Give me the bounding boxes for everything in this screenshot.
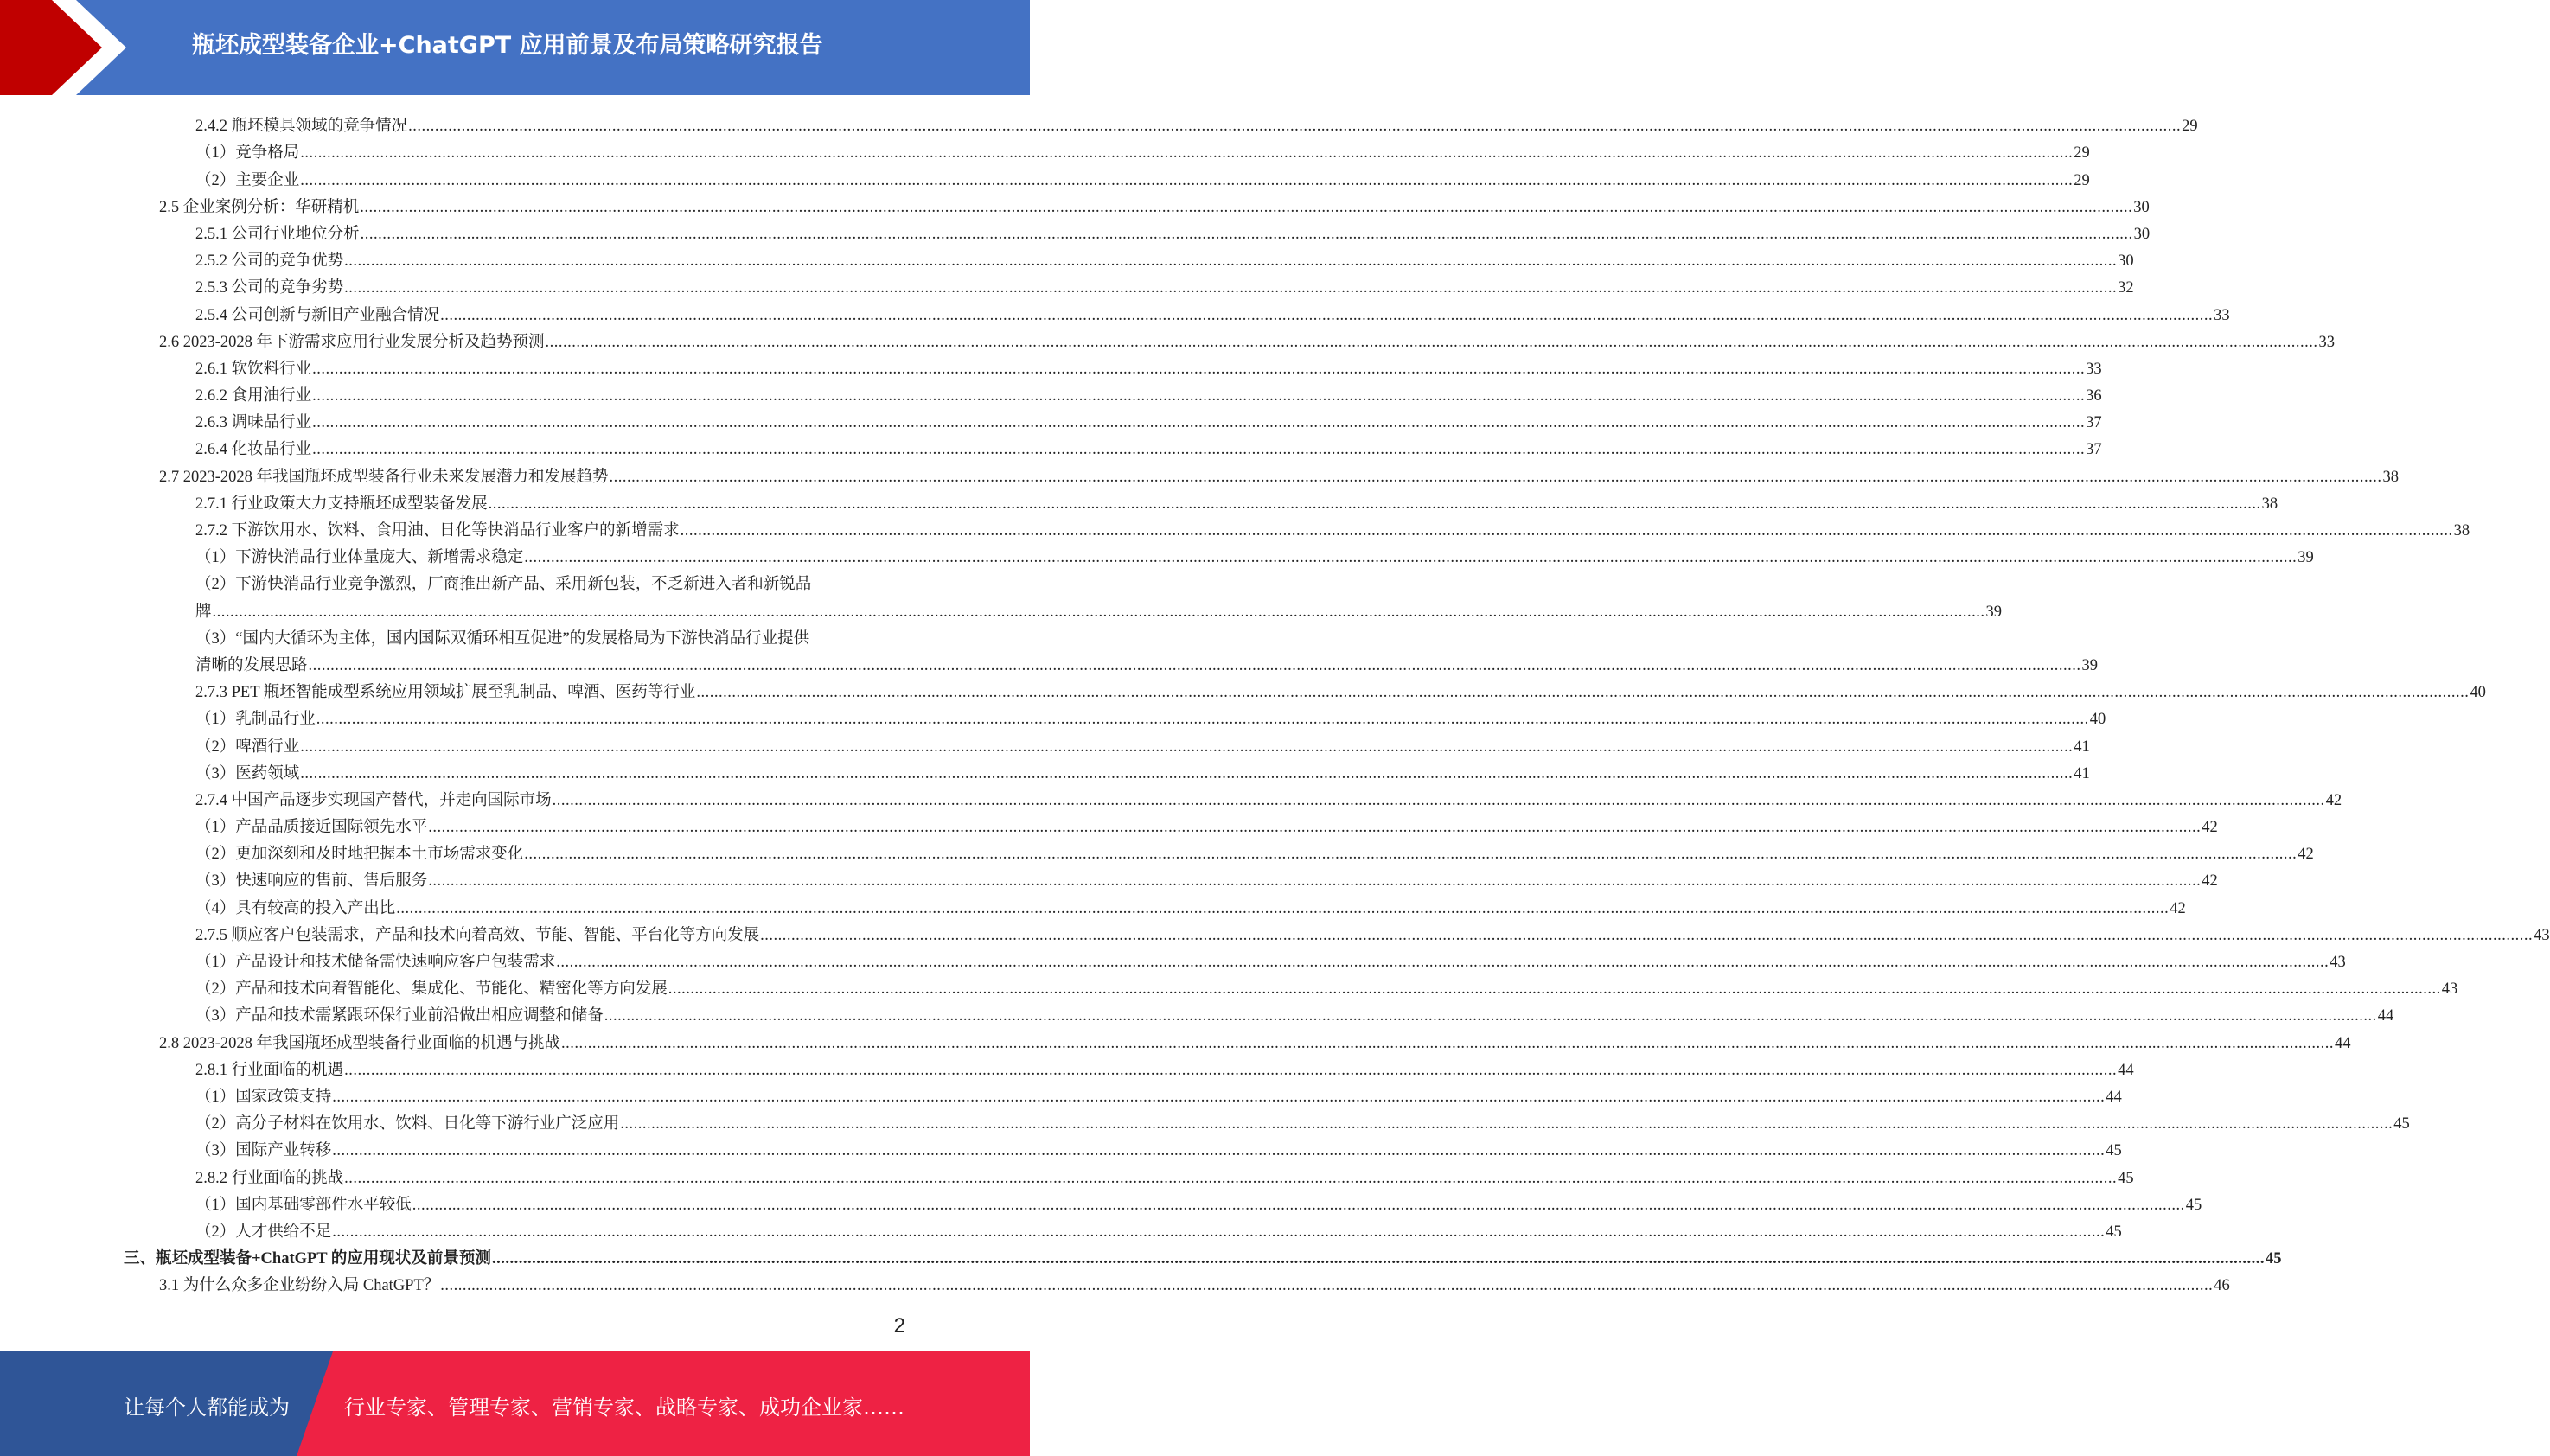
toc-entry-text: （1）产品设计和技术储备需快速响应客户包装需求 [195, 954, 556, 971]
toc-page-number: 42 [2298, 846, 2314, 864]
toc-entry[interactable] [0, 1242, 2282, 1268]
toc-dot-leader: ................................................................................................................................................................................................................................................................................................................................................................................................................ [556, 954, 2330, 971]
toc-entry-text: 三、瓶坯成型装备+ChatGPT 的应用现状及前景预测 [124, 1250, 491, 1268]
toc-dot-leader: ................................................................................................................................................................................................................................................................................................................................................................................................................ [491, 1250, 2265, 1268]
toc-dot-leader: ................................................................................................................................................................................................................................................................................................................................................................................................................ [212, 603, 1985, 621]
toc-entry[interactable] [0, 918, 2550, 945]
toc-dot-leader: ................................................................................................................................................................................................................................................................................................................................................................................................................ [609, 468, 2382, 486]
toc-page-number: 38 [2261, 495, 2278, 513]
page-header [0, 0, 1030, 95]
toc-page-number: 42 [2202, 819, 2218, 837]
toc-entry-line[interactable] [0, 622, 1030, 648]
toc-dot-leader: ................................................................................................................................................................................................................................................................................................................................................................................................................ [360, 198, 2133, 216]
toc-dot-leader: ................................................................................................................................................................................................................................................................................................................................................................................................................ [344, 279, 2118, 297]
toc-page-number: 42 [2170, 899, 2186, 917]
toc-entry[interactable] [0, 432, 2102, 459]
toc-entry[interactable] [0, 352, 2102, 379]
toc-entry-text: 2.7.5 顺应客户包装需求，产品和技术向着高效、节能、智能、平台化等方向发展 [195, 926, 760, 944]
toc-dot-leader: ................................................................................................................................................................................................................................................................................................................................................................................................................ [344, 252, 2118, 271]
toc-dot-leader: ................................................................................................................................................................................................................................................................................................................................................................................................................ [312, 387, 2086, 406]
toc-dot-leader: ................................................................................................................................................................................................................................................................................................................................................................................................................ [300, 738, 2074, 756]
toc-entry-line[interactable] [0, 567, 1030, 594]
toc-dot-leader: ................................................................................................................................................................................................................................................................................................................................................................................................................ [332, 1088, 2106, 1106]
toc-entry[interactable] [0, 459, 2400, 486]
toc-entry-text: 2.7.2 下游饮用水、饮料、食用油、日化等快消品行业客户的新增需求 [195, 522, 680, 540]
toc-entry[interactable] [0, 999, 2394, 1025]
toc-entry-text: （3）“国内大循环为主体，国内国际双循环相互促进”的发展格局为下游快消品行业提供 [195, 629, 810, 648]
toc-entry-text: 2.8.1 行业面临的机遇 [195, 1061, 344, 1079]
toc-entry-text: 2.8.2 行业面临的挑战 [195, 1169, 344, 1187]
toc-page-number: 40 [2470, 684, 2486, 702]
footer-slogan-left: 让每个人都能成为 [124, 1395, 290, 1420]
toc-dot-leader: ................................................................................................................................................................................................................................................................................................................................................................................................................ [760, 926, 2534, 944]
toc-dot-leader: ................................................................................................................................................................................................................................................................................................................................................................................................................ [344, 1169, 2118, 1187]
toc-page-number: 44 [2377, 1007, 2394, 1025]
toc-page-number: 37 [2086, 414, 2102, 432]
toc-page-number: 32 [2118, 279, 2134, 297]
toc-entry[interactable] [0, 1053, 2134, 1080]
toc-entry[interactable] [0, 271, 2134, 297]
toc-entry-text: （3）快速响应的售前、售后服务 [195, 872, 428, 891]
toc-entry[interactable] [0, 864, 2218, 891]
toc-page-number: 43 [2441, 980, 2458, 999]
toc-entry-text: （3）医药领域 [195, 764, 300, 782]
toc-entry-text: （2）更加深刻和及时地把握本土市场需求变化 [195, 846, 524, 864]
toc-page-number: 29 [2074, 144, 2090, 163]
toc-dot-leader: ................................................................................................................................................................................................................................................................................................................................................................................................................ [308, 656, 2081, 674]
toc-entry-text-continuation: 清晰的发展思路 [195, 656, 308, 674]
toc-entry[interactable] [0, 540, 2314, 567]
footer-slogan-right: 行业专家、管理专家、营销专家、战略专家、成功企业家…… [344, 1395, 904, 1420]
toc-entry-text: （2）下游快消品行业竞争激烈，厂商推出新产品、采用新包装，不乏新进入者和新锐品 [195, 576, 812, 594]
toc-dot-leader: ................................................................................................................................................................................................................................................................................................................................................................................................................ [680, 522, 2453, 540]
toc-entry-text: 2.4.2 瓶坯模具领域的竞争情况 [195, 118, 408, 136]
toc-entry[interactable] [0, 675, 2486, 702]
toc-page-number: 44 [2335, 1034, 2351, 1052]
toc-entry[interactable] [0, 1025, 2351, 1052]
toc-dot-leader: ................................................................................................................................................................................................................................................................................................................................................................................................................ [440, 306, 2214, 324]
toc-entry-text: 2.6 2023-2028 年下游需求应用行业发展分析及趋势预测 [159, 333, 545, 351]
toc-dot-leader: ................................................................................................................................................................................................................................................................................................................................................................................................................ [524, 549, 2298, 567]
toc-entry-text: （2）产品和技术向着智能化、集成化、节能化、精密化等方向发展 [195, 980, 668, 999]
toc-page-number: 33 [2214, 306, 2230, 324]
toc-entry[interactable] [0, 109, 2198, 136]
toc-entry[interactable] [0, 757, 2090, 783]
toc-entry-text: 2.5.4 公司创新与新旧产业融合情况 [195, 306, 440, 324]
toc-page-number: 30 [2118, 252, 2134, 271]
toc-entry[interactable] [0, 1188, 2202, 1215]
toc-entry[interactable] [0, 783, 2342, 810]
toc-entry[interactable] [0, 972, 2458, 999]
toc-page-number: 44 [2118, 1061, 2134, 1079]
toc-page-number: 45 [2106, 1223, 2122, 1241]
toc-entry[interactable] [0, 1080, 2122, 1107]
toc-page-number: 39 [2298, 549, 2314, 567]
toc-entry[interactable] [0, 244, 2134, 271]
toc-entry-text: 3.1 为什么众多企业纷纷入局 ChatGPT？ [159, 1277, 440, 1295]
toc-entry[interactable] [0, 891, 2186, 917]
toc-dot-leader: ................................................................................................................................................................................................................................................................................................................................................................................................................ [312, 414, 2086, 432]
toc-entry[interactable] [0, 325, 2336, 352]
toc-entry-text: （4）具有较高的投入产出比 [195, 899, 396, 917]
toc-dot-leader: ................................................................................................................................................................................................................................................................................................................................................................................................................ [312, 441, 2086, 459]
toc-page-number: 29 [2182, 118, 2198, 136]
toc-entry[interactable] [0, 163, 2090, 189]
toc-page-number: 39 [2081, 656, 2099, 674]
toc-entry[interactable] [0, 514, 2470, 540]
toc-page-number: 38 [2382, 468, 2400, 486]
toc-dot-leader: ................................................................................................................................................................................................................................................................................................................................................................................................................ [440, 1277, 2214, 1295]
toc-page-number: 38 [2453, 522, 2470, 540]
toc-entry-text: 2.6.3 调味品行业 [195, 414, 312, 432]
toc-entry-text: （3）国际产业转移 [195, 1142, 332, 1160]
toc-entry[interactable] [0, 190, 2150, 217]
toc-dot-leader: ................................................................................................................................................................................................................................................................................................................................................................................................................ [316, 711, 2089, 729]
toc-entry[interactable] [0, 1268, 2230, 1295]
toc-entry[interactable] [0, 1160, 2134, 1187]
toc-entry[interactable] [0, 837, 2314, 864]
toc-dot-leader: ................................................................................................................................................................................................................................................................................................................................................................................................................ [300, 171, 2074, 189]
toc-entry-text-continuation: 牌 [195, 603, 212, 621]
toc-entry-text: （1）国家政策支持 [195, 1088, 332, 1106]
toc-entry-continuation[interactable] [0, 648, 2099, 675]
toc-dot-leader: ................................................................................................................................................................................................................................................................................................................................................................................................................ [428, 819, 2202, 837]
toc-page-number: 45 [2265, 1250, 2282, 1268]
toc-page-number: 41 [2074, 764, 2090, 782]
toc-dot-leader: ................................................................................................................................................................................................................................................................................................................................................................................................................ [561, 1034, 2335, 1052]
toc-entry[interactable] [0, 1134, 2122, 1160]
toc-entry-text: 2.6.4 化妆品行业 [195, 441, 312, 459]
toc-entry-text: （2）人才供给不足 [195, 1223, 332, 1241]
toc-dot-leader: ................................................................................................................................................................................................................................................................................................................................................................................................................ [344, 1061, 2118, 1079]
toc-entry[interactable] [0, 406, 2102, 432]
toc-dot-leader: ................................................................................................................................................................................................................................................................................................................................................................................................................ [412, 1196, 2185, 1214]
toc-page-number: 46 [2214, 1277, 2230, 1295]
toc-entry-text: （1）竞争格局 [195, 144, 300, 163]
toc-dot-leader: ................................................................................................................................................................................................................................................................................................................................................................................................................ [545, 333, 2318, 351]
page-number: 2 [893, 1314, 905, 1338]
toc-page-number: 36 [2086, 387, 2102, 406]
toc-dot-leader: ................................................................................................................................................................................................................................................................................................................................................................................................................ [300, 144, 2074, 163]
toc-entry-text: （2）主要企业 [195, 171, 300, 189]
toc-page-number: 39 [1985, 603, 2003, 621]
toc-entry-text: 2.8 2023-2028 年我国瓶坯成型装备行业面临的机遇与挑战 [159, 1034, 561, 1052]
toc-page-number: 42 [2325, 791, 2342, 809]
toc-entry-text: （1）国内基础零部件水平较低 [195, 1196, 412, 1214]
toc-dot-leader: ................................................................................................................................................................................................................................................................................................................................................................................................................ [488, 495, 2261, 513]
toc-dot-leader: ................................................................................................................................................................................................................................................................................................................................................................................................................ [524, 846, 2298, 864]
toc-entry-text: 2.7 2023-2028 年我国瓶坯成型装备行业未来发展潜力和发展趋势 [159, 468, 609, 486]
toc-entry[interactable] [0, 217, 2151, 244]
toc-entry[interactable] [0, 945, 2346, 972]
toc-page-number: 33 [2086, 360, 2102, 378]
toc-entry-text: 2.7.1 行业政策大力支持瓶坯成型装备发展 [195, 495, 488, 513]
toc-dot-leader: ................................................................................................................................................................................................................................................................................................................................................................................................................ [428, 872, 2202, 891]
toc-entry-text: （1）下游快消品行业体量庞大、新增需求稳定 [195, 549, 524, 567]
toc-dot-leader: ................................................................................................................................................................................................................................................................................................................................................................................................................ [332, 1223, 2106, 1241]
report-title: 瓶坯成型装备企业+ChatGPT 应用前景及布局策略研究报告 [192, 32, 823, 59]
toc-page-number: 45 [2118, 1169, 2134, 1187]
toc-page-number: 43 [2330, 954, 2346, 971]
toc-dot-leader: ................................................................................................................................................................................................................................................................................................................................................................................................................ [552, 791, 2325, 809]
toc-entry[interactable] [0, 702, 2106, 729]
toc-dot-leader: ................................................................................................................................................................................................................................................................................................................................................................................................................ [620, 1115, 2393, 1134]
toc-page-number: 45 [2393, 1115, 2410, 1134]
toc-entry-text: （3）产品和技术需紧跟环保行业前沿做出相应调整和储备 [195, 1007, 604, 1025]
toc-page-number: 30 [2133, 225, 2151, 243]
toc-entry-text: （1）乳制品行业 [195, 711, 316, 729]
toc-page-number: 30 [2133, 198, 2150, 216]
toc-page-number: 33 [2318, 333, 2336, 351]
toc-entry-text: （2）高分子材料在饮用水、饮料、日化等下游行业广泛应用 [195, 1115, 620, 1134]
toc-dot-leader: ................................................................................................................................................................................................................................................................................................................................................................................................................ [332, 1142, 2106, 1160]
toc-entry[interactable] [0, 487, 2278, 514]
toc-entry[interactable] [0, 297, 2230, 324]
toc-entry-text: （2）啤酒行业 [195, 738, 300, 756]
toc-page-number: 42 [2202, 872, 2218, 891]
toc-entry-continuation[interactable] [0, 594, 2003, 621]
toc-page-number: 45 [2106, 1142, 2122, 1160]
table-of-contents [0, 109, 2550, 1295]
toc-entry-text: 2.7.4 中国产品逐步实现国产替代，并走向国际市场 [195, 791, 552, 809]
toc-dot-leader: ................................................................................................................................................................................................................................................................................................................................................................................................................ [696, 684, 2470, 702]
toc-dot-leader: ................................................................................................................................................................................................................................................................................................................................................................................................................ [300, 764, 2074, 782]
toc-entry-text: 2.6.1 软饮料行业 [195, 360, 312, 378]
toc-entry-text: 2.5 企业案例分析：华研精机 [159, 198, 360, 216]
toc-page-number: 41 [2074, 738, 2090, 756]
toc-entry[interactable] [0, 1107, 2410, 1134]
toc-entry-text: （1）产品品质接近国际领先水平 [195, 819, 428, 837]
toc-page-number: 37 [2086, 441, 2102, 459]
toc-page-number: 43 [2534, 926, 2550, 944]
toc-entry[interactable] [0, 379, 2102, 406]
toc-entry-text: 2.5.3 公司的竞争劣势 [195, 279, 344, 297]
toc-entry-text: 2.5.2 公司的竞争优势 [195, 252, 344, 271]
toc-entry[interactable] [0, 810, 2218, 837]
toc-dot-leader: ................................................................................................................................................................................................................................................................................................................................................................................................................ [312, 360, 2086, 378]
toc-entry[interactable] [0, 1215, 2122, 1242]
toc-page-number: 45 [2185, 1196, 2202, 1214]
toc-dot-leader: ................................................................................................................................................................................................................................................................................................................................................................................................................ [396, 899, 2170, 917]
toc-dot-leader: ................................................................................................................................................................................................................................................................................................................................................................................................................ [604, 1007, 2377, 1025]
toc-page-number: 29 [2074, 171, 2090, 189]
toc-page-number: 44 [2106, 1088, 2122, 1106]
page-footer [0, 1351, 1030, 1456]
toc-entry[interactable] [0, 136, 2090, 163]
toc-dot-leader: ................................................................................................................................................................................................................................................................................................................................................................................................................ [408, 118, 2182, 136]
toc-entry-text: 2.6.2 食用油行业 [195, 387, 312, 406]
toc-dot-leader: ................................................................................................................................................................................................................................................................................................................................................................................................................ [668, 980, 2441, 999]
toc-page-number: 40 [2089, 711, 2106, 729]
toc-entry[interactable] [0, 729, 2090, 756]
toc-entry-text: 2.5.1 公司行业地位分析 [195, 225, 360, 243]
toc-entry-text: 2.7.3 PET 瓶坯智能成型系统应用领域扩展至乳制品、啤酒、医药等行业 [195, 684, 696, 702]
toc-dot-leader: ................................................................................................................................................................................................................................................................................................................................................................................................................ [360, 225, 2133, 243]
